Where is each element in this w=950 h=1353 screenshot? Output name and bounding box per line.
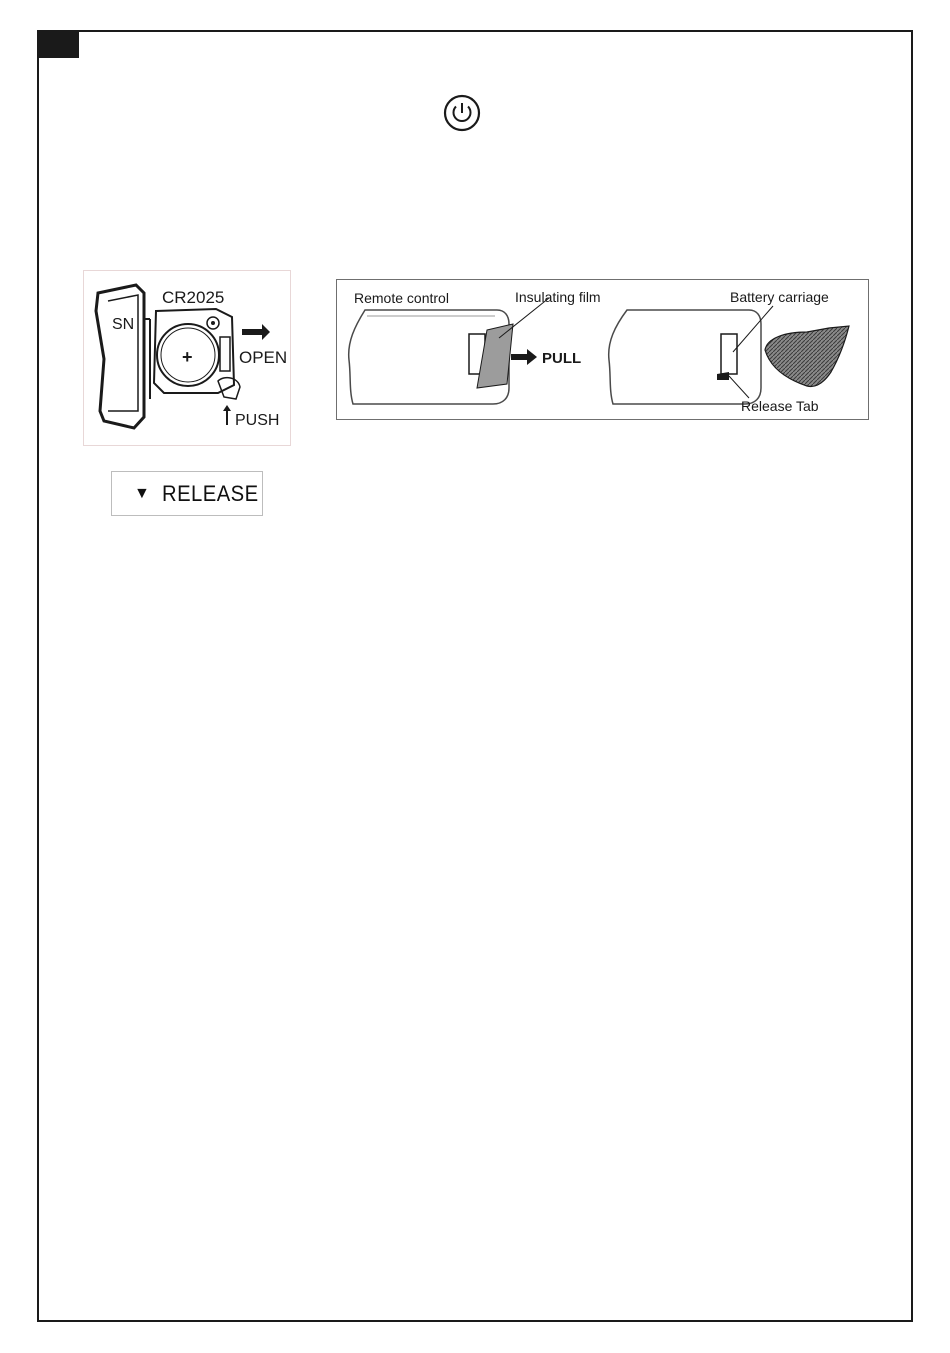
insulating-film-figure [336,279,869,420]
pull-label: PULL [542,350,582,367]
release-tab-label: Release Tab [741,398,819,414]
battery-compartment-drawing [84,271,290,445]
open-label: OPEN [239,348,288,367]
plus-label: + [182,347,193,367]
push-label: PUSH [235,412,280,429]
up-arrow-icon [223,405,231,425]
sn-label: SN [112,316,135,333]
page-frame [37,30,913,1322]
remote-control-label: Remote control [354,290,449,306]
right-arrow-icon [511,349,537,365]
insulating-film-drawing [337,280,868,419]
battery-model-label: CR2025 [162,288,225,307]
power-icon [443,94,481,132]
release-button[interactable] [111,471,263,516]
right-arrow-icon [242,324,270,340]
page-corner-tab [37,30,79,58]
down-triangle-icon: ▼ [134,484,150,502]
battery-compartment-figure [83,270,291,446]
release-button-label: RELEASE [161,480,259,506]
battery-carriage-label: Battery carriage [730,289,829,305]
insulating-film-label: Insulating film [515,289,601,305]
